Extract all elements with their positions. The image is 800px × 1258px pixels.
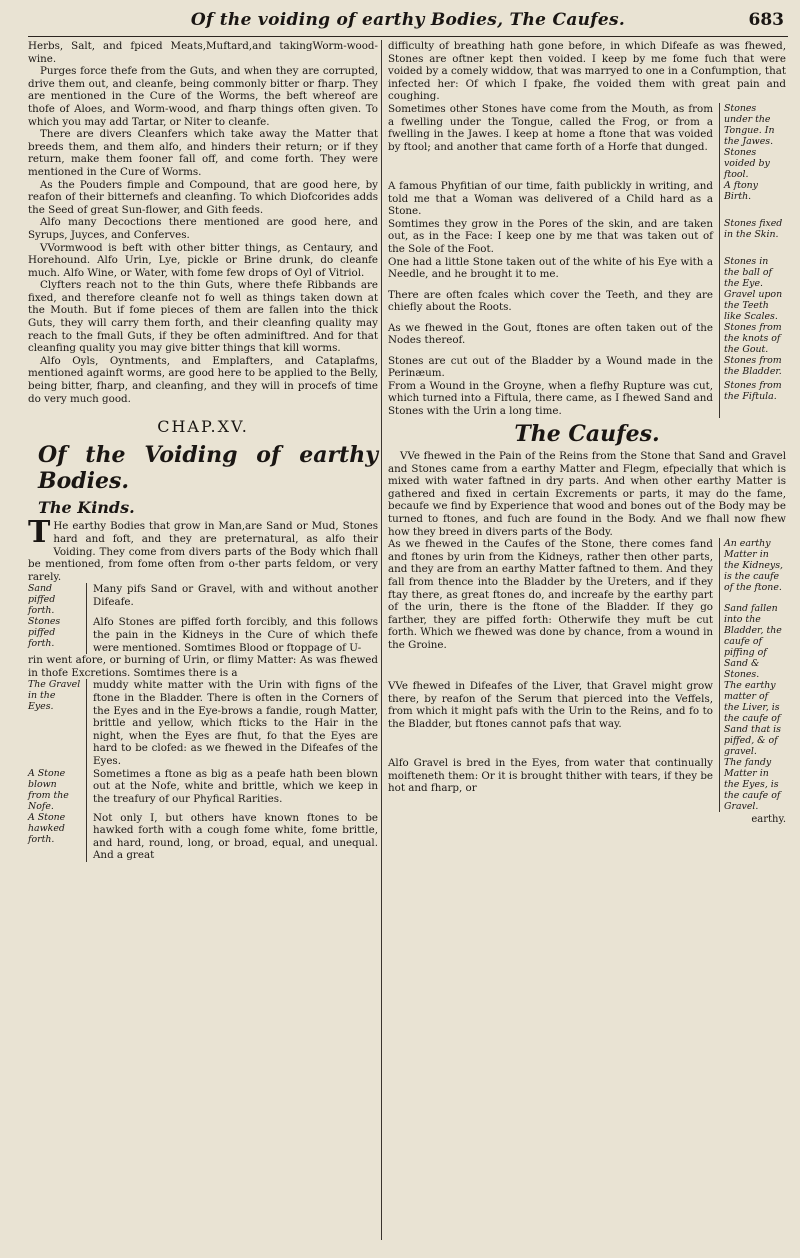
margin-note: A Stone hawked forth. [28,812,87,862]
paragraph: Clyfters reach not to the thin Guts, where thefe Ribbands are fixed, and therefore cleanfe not fo well as things taken down at the Mouth. But if fome pieces of them are fallen into the thick Guts, they will carry them forth, and their cleanfing quality may reach to the fmall Guts, if they be often adminiftred. And for that cleanfing quality you may give bitter things that kill worms. [28,279,378,355]
paragraph: There are divers Cleanfers which take away the Matter that breeds them, and them alfo, and hinders their return; or if they return, make them fooner fall off, and come forth. They were mentioned in the Cure of Worms. [28,128,378,178]
kinds-heading: The Kinds. [38,497,135,517]
left-column [28,40,378,862]
note-row [388,103,786,180]
margin-note: Stones from the Bladder. [719,355,786,380]
margin-note: Sand piffed forth. [28,583,87,616]
note-row [28,812,378,862]
note-row [388,180,786,218]
column-divider [381,40,382,1240]
paragraph [28,515,378,583]
paragraph: muddy white matter with the Urin with figns of the ftone in the Bladder. There is often in the Corners of the Eyes and in the Eye-brows a fandie, rough Matter, brittle and yellow, which fticks to the Hair in the night, when the Eyes are fhut, fo that the Eyes are hard to be clofed: as we fhewed in the Difeafes of the Eyes. [93,679,378,767]
margin-note: Stones from the knots of the Gout. [719,322,786,355]
margin-note: Stones under the Tongue. In the Jawes. Stones voided by ftool. [719,103,786,180]
paragraph: Alfo many Decoctions there mentioned are good here, and Syrups, Juyces, and Conferves. [28,216,378,241]
paragraph: Herbs, Salt, and fpiced Meats,Muftard,and takingWorm-wood-wine. [28,40,378,65]
page-header [28,6,788,37]
note-row [388,757,786,812]
margin-note-group [719,538,786,680]
paragraph: difficulty of breathing hath gone before, in which Difeafe as was fhewed, Stones are oftner kept then voided. I keep by me fome fuch that were voided by a comely widdow, that was marryed to one in a Confumption, that infected her: Of which I fpake, fhe voided them with great pain and coughing. [388,40,786,103]
paragraph: Sometimes other Stones have come from the Mouth, as from a fwelling under the Tongue, called the Frog, or from a fwelling in the Jawes. I keep at home a ftone that was voided by ftool; and another that came forth of a Horfe that dunged. [388,102,713,153]
paragraph: As we fhewed in the Gout, ftones are often taken out of the Nodes thereof. [388,321,713,347]
margin-note: Stones from the Fiftula. [719,380,786,418]
paragraph: Not only I, but others have known ftones to be hawked forth with a cough fome white, fome brittle, and hard, round, long, or broad, equal, and unequal. And a great [93,811,378,862]
paragraph: Somtimes they grow in the Pores of the skin, and are taken out, as in the Face: I keep one by me that was taken out of the Sole of the Foot. [388,217,713,255]
note-row [28,768,378,812]
margin-note: Stones in the ball of the Eye. [719,256,786,289]
paragraph: Alfo Gravel is bred in the Eyes, from water that continually moifteneth them: Or it is brought thither with tears, if they be hot and fharp, or [388,757,714,795]
paragraph: There are often fcales which cover the Teeth, and they are chiefly about the Roots. [388,288,713,314]
paragraph: Purges force thefe from the Guts, and when they are corrupted, drive them out, and cleanfe, being commonly bitter or fharp. They are mentioned in the Cure of the Worms, the beft whereof are thofe of Aloes, and Worm-wood, and fharp things often given. To which you may add Tartar, or Niter to cleanfe. [28,65,378,128]
note-row [388,538,786,680]
margin-note: The Gravel in the Eyes. [28,679,87,767]
paragraph: Alfo Stones are piffed forth forcibly, and this follows the pain in the Kidneys in the Cure of which thefe were mentioned. Somtimes Blood or ftoppage of U- [93,616,378,654]
note-row [28,616,378,654]
note-row [388,256,786,289]
note-row [388,355,786,380]
margin-note: Gravel upon the Teeth like Scales. [719,289,786,322]
paragraph: VVe fhewed in the Pain of the Reins from the Stone that Sand and Gravel and Stones came from a earthy Matter and Flegm, efpecially that which is mixed with water faftned in dry parts. And when other earthy Matter is gathered and fixed in certain Excrements or parts, it may do the fame, becaufe we find by Experience that wood and bones out of the Body may be turned to ftones, and fuch are found in the Body. And we fhall now fhew how they breed in divers parts of the Body. [388,450,786,538]
margin-note: Sand fallen into the Bladder, the caufe of piffing of Sand & Stones. [724,603,782,681]
page-number: 683 [748,10,784,30]
paragraph: Sometimes a ftone as big as a peafe hath been blown out at the Nofe, white and brittle, which we keep in the treafury of our Phyfical Rarities. [93,767,378,805]
paragraph: As we fhewed in the Caufes of the Stone, there comes fand and ftones by urin from the Kidneys, rather then other parts, and they are from an earthy Matter faftned to them. And they fall from thence into the Bladder by the Ureters, and if they ftay there, as great ftones do, and increafe by the earthy part of the urin, there is the ftone of the Bladder. If they go farther, they are piffed forth: Otherwife they muft be cut forth. Which we fhewed was done by chance, from a wound in the Groine. [388,538,713,651]
note-row [388,218,786,256]
note-row [28,679,378,767]
paragraph: Many pifs Sand or Gravel, with and without another Difeafe. [93,583,378,608]
paragraph: rin went afore, or burning of Urin, or flimy Matter: As was fhewed in thofe Excretions. Somtimes there is a [28,654,378,679]
paragraph: One had a little Stone taken out of the white of his Eye with a Needle, and he brought it to me. [388,255,713,281]
margin-note: A Stone blown from the Nofe. [28,768,87,812]
margin-note: The fandy Matter in the Eyes, is the caufe of Gravel. [719,757,786,812]
margin-note: A ftony Birth. [719,180,786,218]
note-row [388,322,786,355]
paragraph: Alfo Oyls, Oyntments, and Emplafters, and Cataplafms, mentioned againft worms, are good here to be applied to the Belly, being bitter, fharp, and cleanfing, and they will in procefs of time do very much good. [28,354,378,405]
paragraph: From a Wound in the Groyne, when a flefhy Rupture was cut, which turned into a Fiftula, there came, as I fhewed Sand and Stones with the Urin a long time. [388,379,713,417]
causes-heading: The Caufes. [514,420,660,447]
note-row [388,680,786,757]
running-title: Of the voiding of earthy Bodies, The Caufes. [190,10,626,30]
note-row [28,583,378,616]
margin-note: An earthy Matter in the Kidneys, is the caufe of the ftone. [724,538,784,594]
drop-cap: T [28,515,51,551]
paragraph: Stones are cut out of the Bladder by a Wound made in the Perinæum. [388,354,713,380]
margin-note: The earthy matter of the Liver, is the caufe of Sand that is piffed, & of gravel. [719,680,786,757]
note-row [388,289,786,322]
section-title: Of the Voiding of earthy Bodies. [38,441,378,494]
chapter-heading: CHAP.XV. [157,417,249,437]
kinds-text: He earthy Bodies that grow in Man,are Sand or Mud, Stones hard and foft, and they are preternatural, as alfo their Voiding. They come from divers parts of the Body which fhall be mentioned, from fome often from o-ther parts feldom, or very rarely. [28,520,378,583]
paragraph: As the Pouders fimple and Compound, that are good here, by reafon of their bitternefs and cleanfing. To which Diofcorides adds the Seed of great Sun-flower, and Gith feeds. [28,178,378,216]
paragraph: VVe fhewed in Difeafes of the Liver, that Gravel might grow there, by reafon of the Serum that pierced into the Veffels, from which it might pafs with the Urin to the Reins, and fo to the Bladder, but ftones cannot pafs that way. [388,680,713,731]
catchword: earthy. [751,814,786,826]
margin-note: Stones piffed forth. [28,616,87,654]
right-column [388,40,786,827]
paragraph: A famous Phyfitian of our time, faith publickly in writing, and told me that a Woman was delivered of a Child hard as a Stone. [388,179,713,218]
margin-note: Stones fixed in the Skin. [719,218,786,256]
paragraph: VVormwood is beft with other bitter things, as Centaury, and Horehound. Alfo Urin, Lye, pickle or Brine drunk, do cleanfe much. Alfo Wine, or Water, with fome few drops of Oyl of Vitriol. [28,241,378,279]
note-row [388,380,786,418]
